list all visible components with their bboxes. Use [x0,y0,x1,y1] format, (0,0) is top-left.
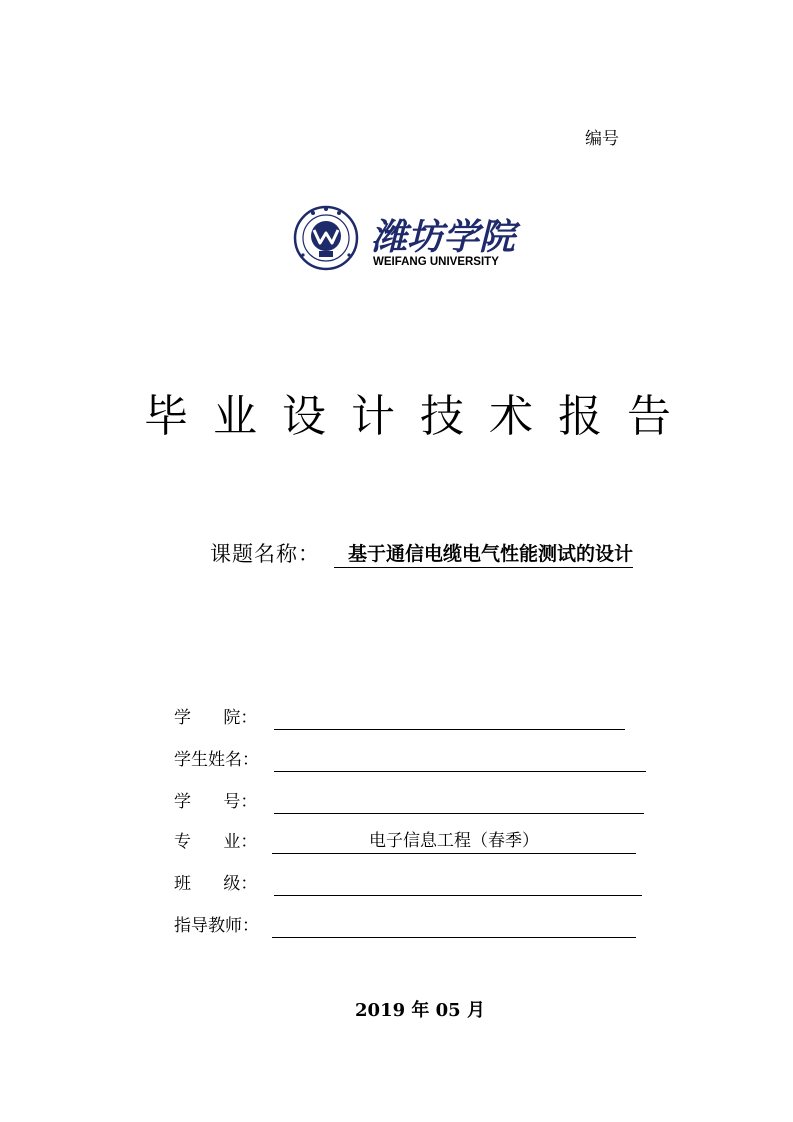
advisor-field [272,913,636,938]
form-row-student-name [174,744,654,772]
topic-label: 课题名称： [210,542,320,566]
class-field [274,871,642,896]
form-row-advisor [174,910,654,938]
logo-english-name: WEIFANG UNIVERSITY [373,256,499,268]
college-label: 学 院： [174,708,258,728]
student-id-label: 学 号： [174,792,258,812]
student-id-field [274,789,644,814]
form-row-student-id [174,786,654,814]
major-label: 专 业： [174,832,258,852]
student-name-field [274,747,646,772]
topic-row [210,538,633,568]
topic-value: 基于通信电缆电气性能测试的设计 [334,542,633,568]
advisor-label: 指导教师： [174,916,259,936]
form-row-class [174,868,654,896]
major-field: 电子信息工程（春季） [272,829,636,854]
student-name-label: 学生姓名： [174,750,259,770]
form-row-college [174,702,654,730]
university-seal-icon [293,205,533,275]
class-label: 班 级： [174,874,258,894]
university-logo [293,205,533,275]
logo-chinese-name: 潍坊学院 [371,216,516,258]
serial-number-label: 编号 [585,129,619,149]
report-title: 毕业设计技术报告 [144,391,696,442]
form-row-major [174,826,654,854]
college-field [274,705,625,730]
report-date: 2019 年 05 月 [355,1000,485,1021]
